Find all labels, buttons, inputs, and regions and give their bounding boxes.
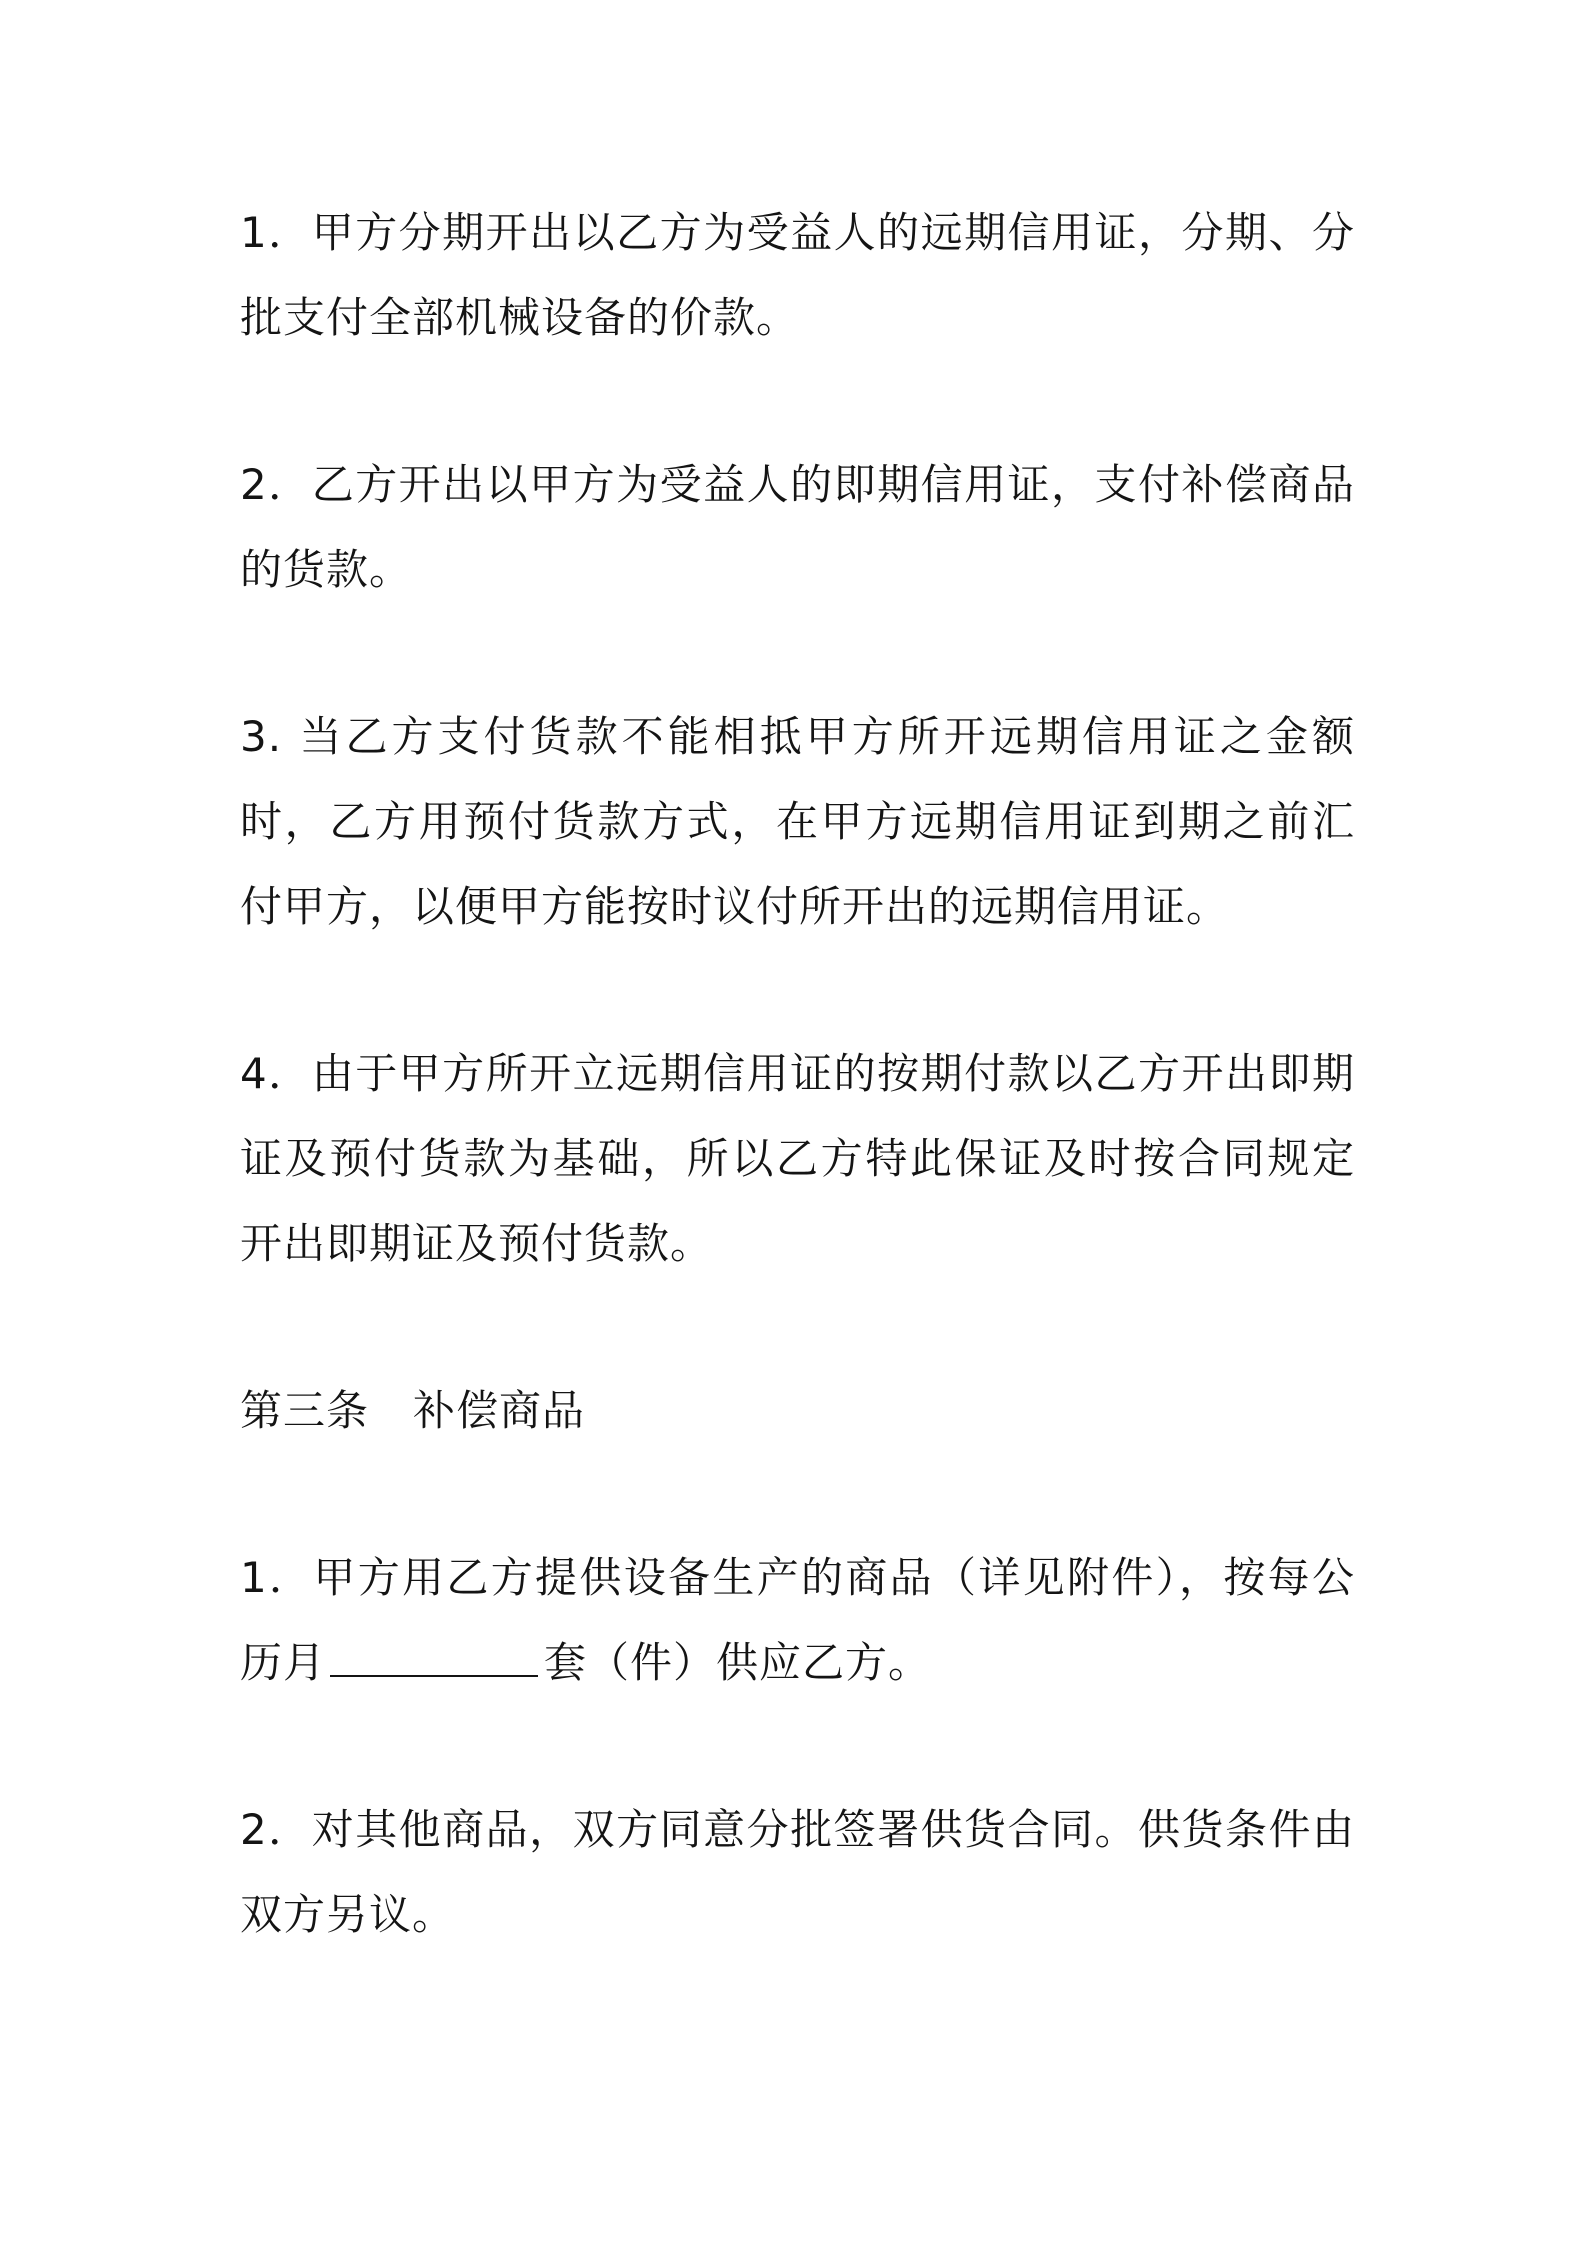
article3-item-1: [240, 1535, 1355, 1705]
clause-paragraph-1: 1．甲方分期开出以乙方为受益人的远期信用证，分期、分批支付全部机械设备的价款。: [240, 208, 1355, 342]
clause-paragraph-2: 2．乙方开出以甲方为受益人的即期信用证，支付补偿商品的货款。: [240, 460, 1355, 594]
item1-text-after-blank: 套（件）供应乙方。: [544, 1638, 932, 1687]
clause-paragraph-4: 4．由于甲方所开立远期信用证的按期付款以乙方开出即期证及预付货款为基础，所以乙方特此保证及时按合同规定开出即期证及预付货款。: [240, 1049, 1355, 1268]
item1-text-before-blank: 1．甲方用乙方提供设备生产的商品（详见附件），按每公历月: [240, 1553, 1355, 1687]
article3-item-2: 2．对其他商品，双方同意分批签署供货合同。供货条件由双方另议。: [240, 1805, 1355, 1939]
fill-in-blank: [330, 1625, 538, 1677]
article-number: 第三条: [240, 1386, 370, 1435]
article-heading: [240, 1368, 1355, 1453]
article-title: 补偿商品: [413, 1386, 586, 1435]
clause-paragraph-3: 3. 当乙方支付货款不能相抵甲方所开远期信用证之金额时，乙方用预付货款方式，在甲方远期信用证到期之前汇付甲方，以便甲方能按时议付所开出的远期信用证。: [240, 712, 1355, 931]
document-body: [240, 190, 1355, 2039]
